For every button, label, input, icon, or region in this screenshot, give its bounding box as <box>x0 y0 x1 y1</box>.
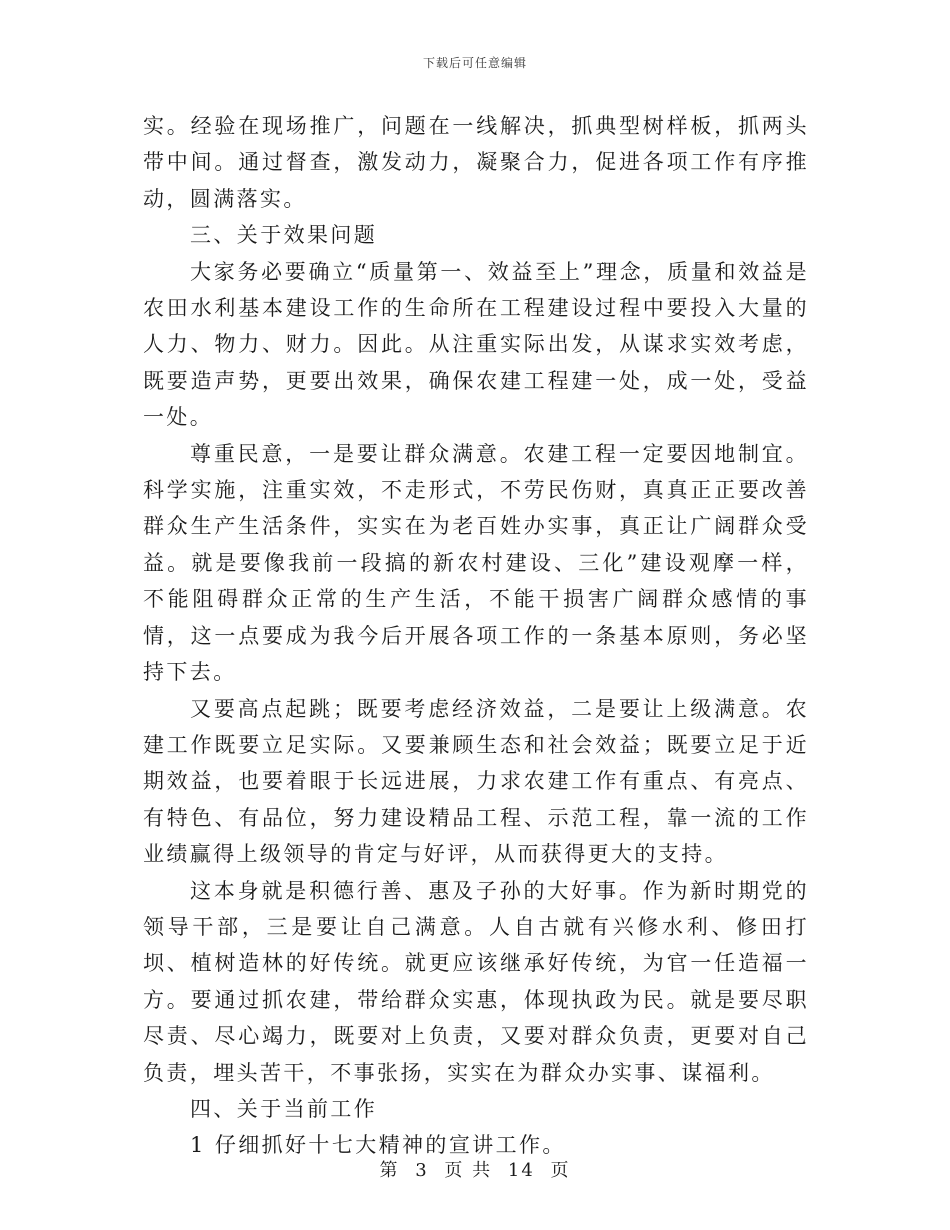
paragraph-public-satisfaction: 尊重民意，一是要让群众满意。农建工程一定要因地制宜。科学实施，注重实效，不走形式，不劳民伤财，真真正正要改善群众生产生活条件，实实在为老百姓办实事，真正让广阔群众受益。就是要像我前一段搞的新农村建设、三化”建设观摩一样，不能阻碍群众正常的生产生活，不能干损害广阔群众感情的事情，这一点要成为我今后开展各项工作的一条基本原则，务必坚持下去。 <box>143 441 809 685</box>
footer-total-pages: 14 <box>507 1160 535 1181</box>
paragraph-self-satisfaction: 这本身就是积德行善、惠及子孙的大好事。作为新时期党的领导干部，三是要让自己满意。人自古就有兴修水利、修田打坝、植树造林的好传统。就更应该继承好传统，为官一任造福一方。要通过抓农建，带给群众实惠，体现执政为民。就是要尽职尽责、尽心竭力，既要对上负责，又要对群众负责，更要对自己负责，埋头苦干，不事张扬，实实在为群众办实事、谋福利。 <box>143 878 809 1085</box>
footer-current-page: 3 <box>415 1160 429 1181</box>
footer-middle: 页 共 <box>444 1160 493 1181</box>
paragraph-continuation: 实。经验在现场推广，问题在一线解决，抓典型树样板，抓两头带中间。通过督查，激发动力，凝聚合力，促进各项工作有序推动，圆满落实。 <box>143 114 809 211</box>
paragraph-quality-benefit: 大家务必要确立“质量第一、效益至上”理念，质量和效益是农田水利基本建设工作的生命所在工程建设过程中要投入大量的人力、物力、财力。因此。从注重实际出发，从谋求实效考虑，既要造声势，更要出效果，确保农建工程建一处，成一处，受益一处。 <box>143 259 809 430</box>
footer-prefix: 第 <box>379 1160 400 1181</box>
page-header-note: 下载后可任意编辑 <box>422 56 527 70</box>
list-item-first: 1 仔细抓好十七大精神的宣讲工作。 <box>190 1133 566 1158</box>
paragraph-superior-satisfaction: 又要高点起跳；既要考虑经济效益，二是要让上级满意。农建工作既要立足实际。又要兼顾生态和社会效益；既要立足于近期效益，也要着眼于长远进展，力求农建工作有重点、有亮点、有特色、有品位，努力建设精品工程、示范工程，靠一流的工作业绩赢得上级领导的肯定与好评，从而获得更大的支持。 <box>143 696 809 867</box>
document-body <box>143 108 809 1164</box>
section-heading-current-work: 四、关于当前工作 <box>190 1096 378 1121</box>
page-number-footer <box>0 1156 950 1182</box>
footer-suffix: 页 <box>550 1160 571 1181</box>
section-heading-effect: 三、关于效果问题 <box>190 223 378 248</box>
